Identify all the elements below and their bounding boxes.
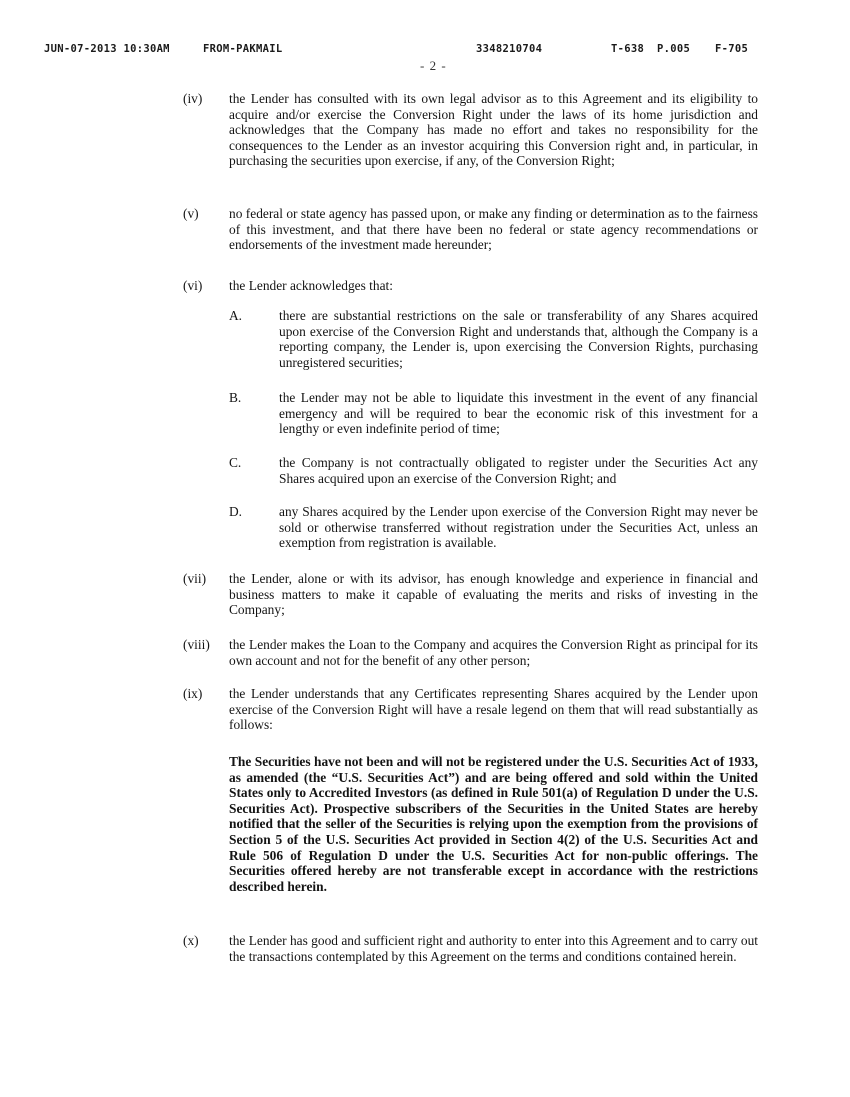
clause-text: the Lender acknowledges that: (229, 278, 393, 293)
fax-page: P.005 (657, 43, 691, 55)
clause-number: (vi) (183, 278, 203, 293)
subclause-letter: B. (229, 390, 242, 405)
clause-text: the Lender has consulted with its own legal advisor as to this Agreement and its eligibility to acquire and/or exercise the Conversion Right under the laws of its home jurisdiction and acknowledges that the Company has made no effort and takes no responsibility for the consequences to the Lender as an investor acquiring this Conversion right and, in particular, in purchasing the securities upon exercise, if any, of the Conversion Right; (229, 91, 758, 169)
subclause-text: the Lender may not be able to liquidate this investment in the event of any financial emergency and will be required to bear the economic risk of this investment for a lengthy or even indefinite period of time; (279, 390, 758, 437)
resale-legend-text: The Securities have not been and will not be registered under the U.S. Securities Act of 1933, as amended (the “U.S. Securities Act”) and are being offered and sold within the United States only to Accredited Investors (as defined in Rule 501(a) of Regulation D under the U.S. Securities Act). Prospective subscribers of the Securities in the United States are hereby notified that the seller of the Securities is relying upon the exemption from the provisions of Section 5 of the U.S. Securities Act provided in Section 4(2) of the U.S. Securities Act and Rule 506 of Regulation D under the U.S. Securities Act for non-public offerings. The Securities offered hereby are not transferable except in accordance with the restrictions described herein. (229, 754, 758, 894)
fax-sender: FROM-PAKMAIL (203, 43, 283, 55)
fax-datetime: JUN-07-2013 10:30AM (44, 43, 170, 55)
clause-text: the Lender makes the Loan to the Company and acquires the Conversion Right as principal for its own account and not for the benefit of any other person; (229, 637, 758, 668)
fax-transmission-id: T-638 (611, 43, 645, 55)
clause-text: no federal or state agency has passed upon, or make any finding or determination as to the fairness of this investment, and that there have been no federal or state agency recommendations or endorsements of the investment made hereunder; (229, 206, 758, 253)
clause-number: (vii) (183, 571, 207, 586)
subclause-letter: D. (229, 504, 243, 519)
clause-number: (ix) (183, 686, 203, 701)
clause-number: (x) (183, 933, 199, 948)
subclause-text: there are substantial restrictions on the sale or transferability of any Shares acquired upon exercise of the Conversion Right and understands that, although the Company is a reporting company, the Lender is, upon exercising the Conversion Rights, purchasing unregistered securities; (279, 308, 758, 370)
subclause-text: the Company is not contractually obligated to register under the Securities Act any Shares acquired upon an exercise of the Conversion Right; and (279, 455, 758, 486)
subclause-letter: A. (229, 308, 243, 323)
clause-text: the Lender understands that any Certificates representing Shares acquired by the Lender upon exercise of the Conversion Right will have a resale legend on them that will read substantially as follows: (229, 686, 758, 733)
clause-number: (viii) (183, 637, 210, 652)
page-number: - 2 - (420, 58, 447, 73)
clause-number: (v) (183, 206, 199, 221)
clause-number: (iv) (183, 91, 203, 106)
subclause-letter: C. (229, 455, 242, 470)
clause-text: the Lender has good and sufficient right and authority to enter into this Agreement and to carry out the transactions contemplated by this Agreement on the terms and conditions contained herein. (229, 933, 758, 964)
clause-text: the Lender, alone or with its advisor, has enough knowledge and experience in financial and business matters to make it capable of evaluating the merits and risks of investing in the Company; (229, 571, 758, 618)
fax-phone: 3348210704 (476, 43, 543, 55)
subclause-text: any Shares acquired by the Lender upon exercise of the Conversion Right may never be sold or otherwise transferred without registration under the Securities Act, unless an exemption from registration is available. (279, 504, 758, 551)
fax-form-id: F-705 (715, 43, 749, 55)
